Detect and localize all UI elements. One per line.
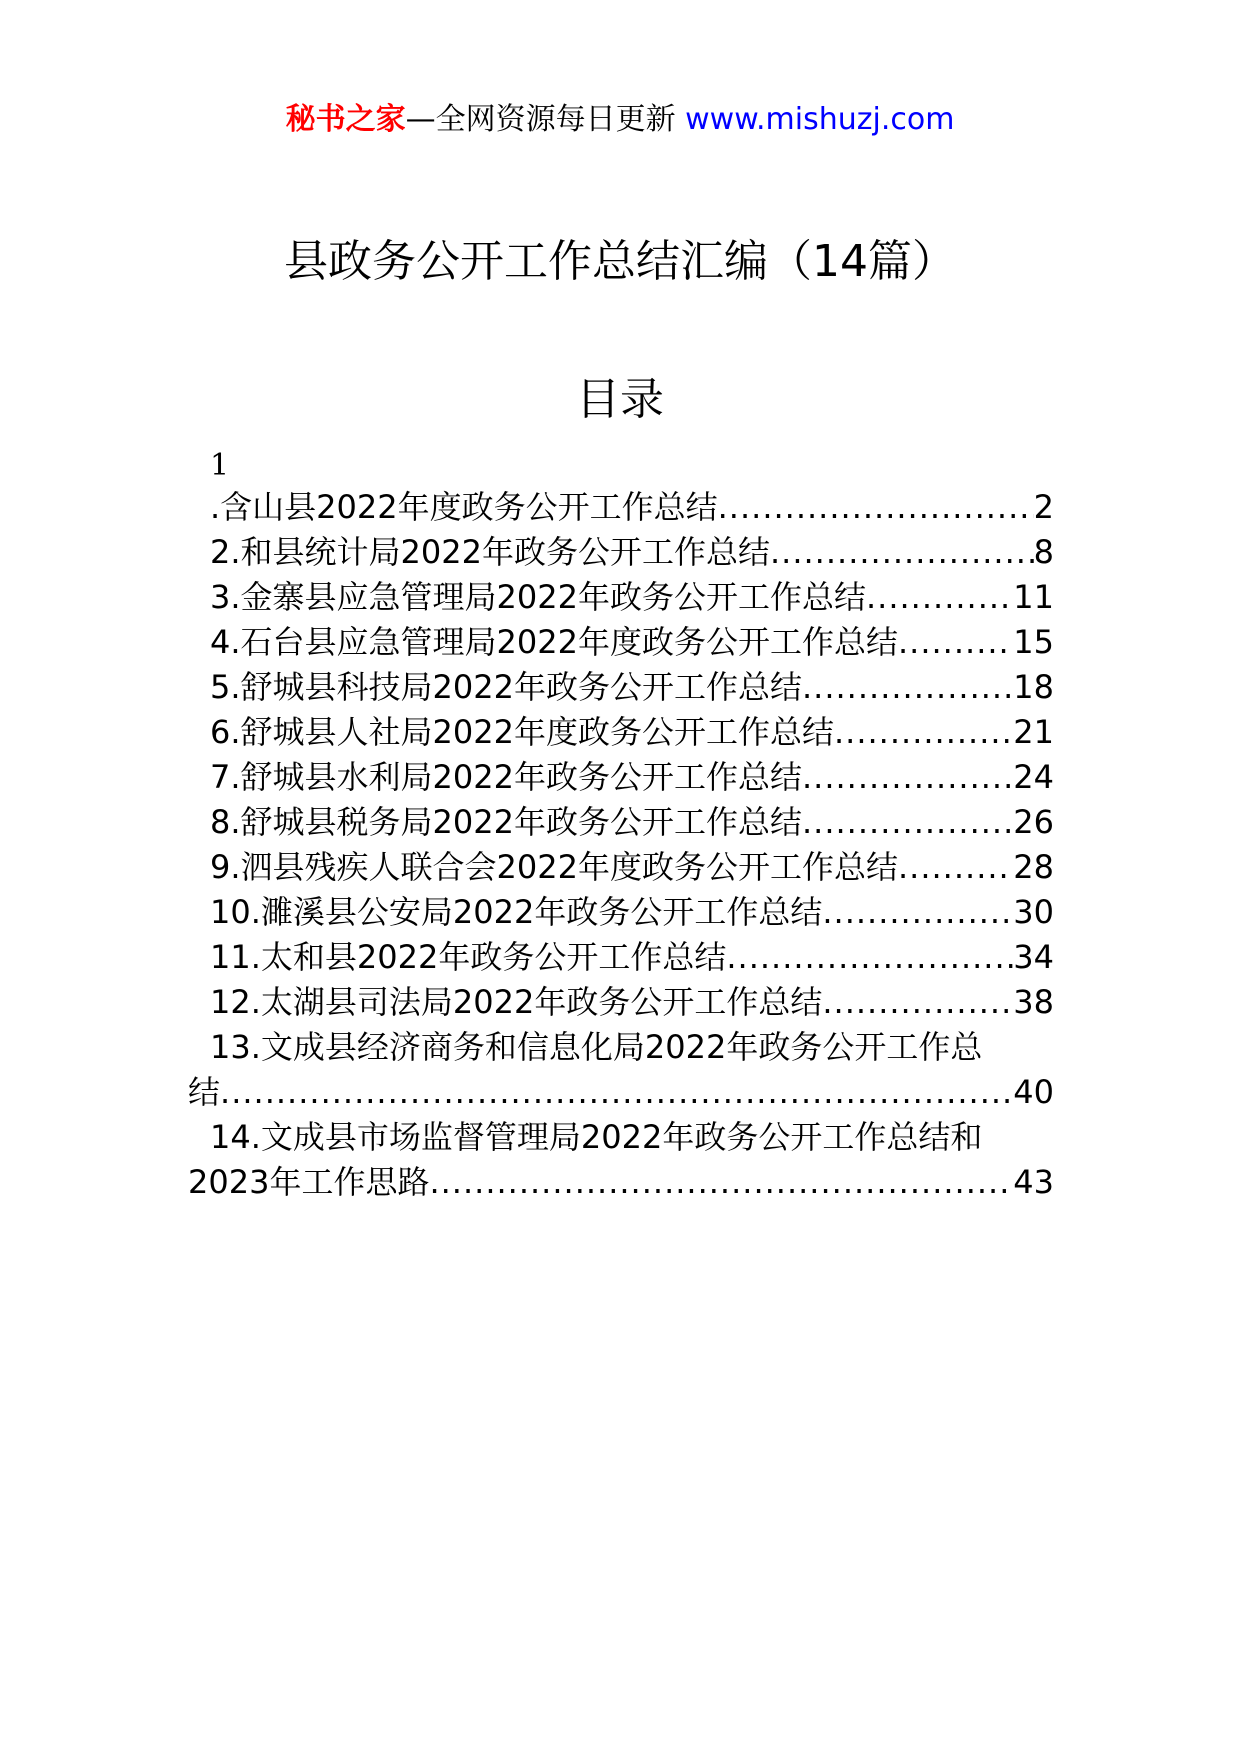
toc-entry-title: 3.金寨县应急管理局2022年政务公开工作总结: [210, 578, 866, 616]
toc-leader-dots: [802, 665, 1013, 710]
toc-entry-page: 18: [1013, 668, 1054, 706]
toc-entry[interactable]: [188, 890, 1054, 935]
toc-entry-page: 38: [1013, 983, 1054, 1021]
document-title: 县政务公开工作总结汇编（14篇）: [284, 236, 956, 287]
toc-leader-dots: [898, 620, 1013, 665]
stray-list-number: 1: [210, 448, 230, 483]
toc-entry-page: 43: [1013, 1163, 1054, 1201]
toc-entry-title: 8.舒城县税务局2022年政务公开工作总结: [210, 803, 802, 841]
toc-entry-title: 5.舒城县科技局2022年政务公开工作总结: [210, 668, 802, 706]
toc-leader-dots: [802, 755, 1013, 800]
toc-leader-dots: [822, 890, 1013, 935]
brand-name: 秘书之家: [285, 102, 406, 137]
toc-entry-title: 11.太和县2022年政务公开工作总结: [210, 938, 727, 976]
toc-entry[interactable]: [188, 980, 1054, 1025]
toc-entry-wrapped[interactable]: [188, 1115, 1054, 1205]
toc-entry-page: 11: [1013, 578, 1054, 616]
toc-entry[interactable]: [188, 935, 1054, 980]
toc-entry[interactable]: [188, 575, 1054, 620]
toc-entry-title: 2.和县统计局2022年政务公开工作总结: [210, 533, 770, 571]
site-header: [0, 100, 1240, 140]
toc-entry-page: 34: [1013, 938, 1054, 976]
toc-entry-title: 10.濉溪县公安局2022年政务公开工作总结: [210, 893, 823, 931]
toc-entry[interactable]: [188, 485, 1054, 530]
toc-entry-title: .含山县2022年度政务公开工作总结: [210, 488, 718, 526]
toc-entry-title-line2: 2023年工作思路: [188, 1163, 430, 1201]
toc-entry-line2: [188, 1160, 1054, 1205]
toc-leader-dots: [822, 980, 1013, 1025]
table-of-contents: [188, 485, 1054, 1205]
toc-entry-page: 24: [1013, 758, 1054, 796]
toc-entry[interactable]: [188, 620, 1054, 665]
toc-entry-title: 9.泗县残疾人联合会2022年度政务公开工作总结: [210, 848, 898, 886]
toc-entry-wrapped[interactable]: [188, 1025, 1054, 1115]
toc-entry-page: 40: [1013, 1073, 1054, 1111]
toc-entry-page: 2: [1033, 488, 1054, 526]
toc-entry[interactable]: [188, 755, 1054, 800]
toc-entry-page: 15: [1013, 623, 1054, 661]
toc-entry-page: 26: [1013, 803, 1054, 841]
toc-entry-page: 8: [1033, 533, 1054, 571]
toc-entry[interactable]: [188, 665, 1054, 710]
toc-leader-dots: [726, 935, 1013, 980]
toc-leader-dots: [220, 1070, 1013, 1115]
tagline: —全网资源每日更新: [405, 102, 676, 137]
toc-leader-dots: [770, 530, 1034, 575]
toc-entry-title-line2: 结: [188, 1073, 221, 1111]
toc-entry-title: 6.舒城县人社局2022年度政务公开工作总结: [210, 713, 834, 751]
toc-entry[interactable]: [188, 710, 1054, 755]
toc-entry-title: 4.石台县应急管理局2022年度政务公开工作总结: [210, 623, 898, 661]
toc-entry-title: 12.太湖县司法局2022年政务公开工作总结: [210, 983, 823, 1021]
toc-entry[interactable]: [188, 800, 1054, 845]
toc-entry-line2: [188, 1070, 1054, 1115]
toc-leader-dots: [802, 800, 1013, 845]
toc-heading: 目录: [576, 374, 664, 425]
toc-entry-title-line1: 13.文成县经济商务和信息化局2022年政务公开工作总: [210, 1028, 983, 1066]
toc-leader-dots: [834, 710, 1013, 755]
toc-leader-dots: [866, 575, 1013, 620]
toc-entry-title-line1: 14.文成县市场监督管理局2022年政务公开工作总结和: [210, 1118, 983, 1156]
toc-entry[interactable]: [188, 530, 1054, 575]
toc-entry-title: 7.舒城县水利局2022年政务公开工作总结: [210, 758, 802, 796]
toc-leader-dots: [898, 845, 1013, 890]
toc-entry-page: 30: [1013, 893, 1054, 931]
toc-leader-dots: [718, 485, 1034, 530]
site-url-link[interactable]: www.mishuzj.com: [685, 102, 955, 137]
toc-entry[interactable]: [188, 845, 1054, 890]
toc-leader-dots: [429, 1160, 1013, 1205]
toc-entry-page: 28: [1013, 848, 1054, 886]
toc-entry-page: 21: [1013, 713, 1054, 751]
